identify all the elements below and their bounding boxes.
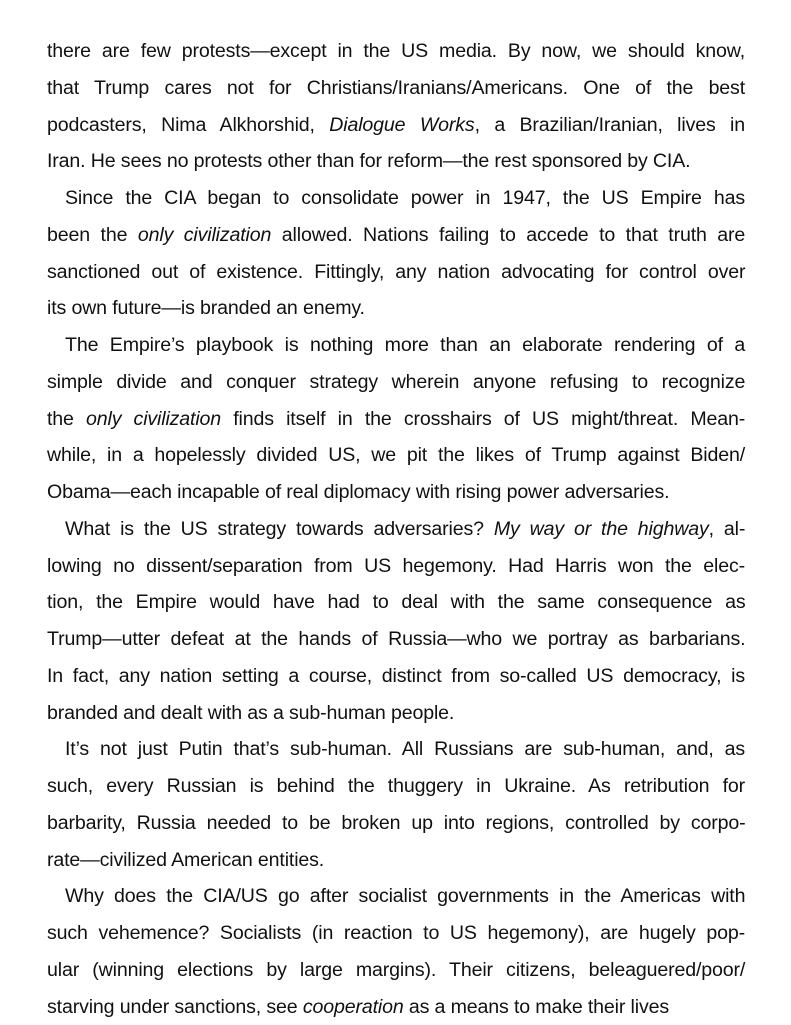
- body-text: that Trump cares not for Christians/Iranians/Americans. One of the best: [47, 77, 745, 99]
- body-text: ular (winning elections by large margins). Their citizens, beleaguered/poor/: [47, 959, 745, 981]
- paragraph: [47, 511, 745, 732]
- text-line: [47, 217, 745, 254]
- text-line: [47, 180, 745, 217]
- body-text: Obama—each incapable of real diplomacy with rising power adversaries.: [47, 481, 669, 503]
- text-line: [47, 805, 745, 842]
- body-text: finds itself in the crosshairs of US might/threat. Mean-: [221, 408, 745, 430]
- body-text: branded and dealt with as a sub-human people.: [47, 702, 454, 724]
- body-text: The Empire’s playbook is nothing more than an elaborate rendering of a: [65, 334, 745, 356]
- body-text: its own future—is branded an enemy.: [47, 297, 365, 319]
- text-line: [47, 878, 745, 915]
- body-text: , al-: [709, 518, 746, 540]
- text-line: [47, 621, 745, 658]
- text-line: [47, 989, 745, 1025]
- text-line: [47, 33, 745, 70]
- text-line: [47, 548, 745, 585]
- body-text: as a means to make their lives: [404, 996, 669, 1018]
- paragraph: [47, 327, 745, 511]
- body-text: there are few protests—except in the US media. By now, we should know,: [47, 40, 745, 62]
- body-text: allowed. Nations failing to accede to that truth are: [271, 224, 745, 246]
- text-line: [47, 107, 745, 144]
- body-text: Why does the CIA/US go after socialist governments in the Americas with: [65, 885, 745, 907]
- body-text: rate—civilized American entities.: [47, 849, 324, 871]
- text-line: [47, 401, 745, 438]
- body-text: lowing no dissent/separation from US hegemony. Had Harris won the elec-: [47, 555, 745, 577]
- body-text: Trump—utter defeat at the hands of Russia—who we portray as barbarians.: [47, 628, 745, 650]
- emphasis-text: only civilization: [138, 224, 271, 246]
- emphasis-text: cooperation: [303, 996, 404, 1018]
- text-line: [47, 327, 745, 364]
- text-line: [47, 254, 745, 291]
- body-text: while, in a hopelessly divided US, we pit the likes of Trump against Biden/: [47, 444, 745, 466]
- text-line: [47, 915, 745, 952]
- emphasis-text: My way or the highway: [494, 518, 709, 540]
- paragraph: [47, 731, 745, 878]
- body-text: In fact, any nation setting a course, distinct from so-called US democracy, is: [47, 665, 745, 687]
- text-line: [47, 695, 745, 732]
- body-text: tion, the Empire would have had to deal with the same consequence as: [47, 591, 745, 613]
- body-text: been the: [47, 224, 138, 246]
- text-line: [47, 70, 745, 107]
- text-line: [47, 290, 745, 327]
- text-line: [47, 437, 745, 474]
- text-line: [47, 731, 745, 768]
- text-line: [47, 143, 745, 180]
- body-text: It’s not just Putin that’s sub-human. All Russians are sub-human, and, as: [65, 738, 745, 760]
- body-text: Since the CIA began to consolidate power in 1947, the US Empire has: [65, 187, 745, 209]
- text-line: [47, 768, 745, 805]
- body-text: barbarity, Russia needed to be broken up into regions, controlled by corpo-: [47, 812, 745, 834]
- paragraph: [47, 878, 745, 1025]
- text-line: [47, 952, 745, 989]
- text-line: [47, 364, 745, 401]
- body-text: podcasters, Nima Alkhorshid,: [47, 114, 329, 136]
- emphasis-text: only civilization: [86, 408, 221, 430]
- text-line: [47, 658, 745, 695]
- body-text: the: [47, 408, 86, 430]
- text-line: [47, 474, 745, 511]
- body-text: such, every Russian is behind the thuggery in Ukraine. As retribution for: [47, 775, 745, 797]
- paragraph: [47, 180, 745, 327]
- emphasis-text: Dialogue Works: [329, 114, 474, 136]
- body-text: What is the US strategy towards adversaries?: [65, 518, 494, 540]
- body-text: starving under sanctions, see: [47, 996, 303, 1018]
- body-text: sanctioned out of existence. Fittingly, any nation advocating for control over: [47, 261, 745, 283]
- body-text: simple divide and conquer strategy wherein anyone refusing to recognize: [47, 371, 745, 393]
- text-line: [47, 584, 745, 621]
- body-text: such vehemence? Socialists (in reaction to US hegemony), are hugely pop-: [47, 922, 745, 944]
- body-text: , a Brazilian/Iranian, lives in: [475, 114, 745, 136]
- text-line: [47, 511, 745, 548]
- text-line: [47, 842, 745, 879]
- paragraph: [47, 33, 745, 180]
- body-text: Iran. He sees no protests other than for reform—the rest sponsored by CIA.: [47, 150, 690, 172]
- document-page: [47, 33, 745, 1025]
